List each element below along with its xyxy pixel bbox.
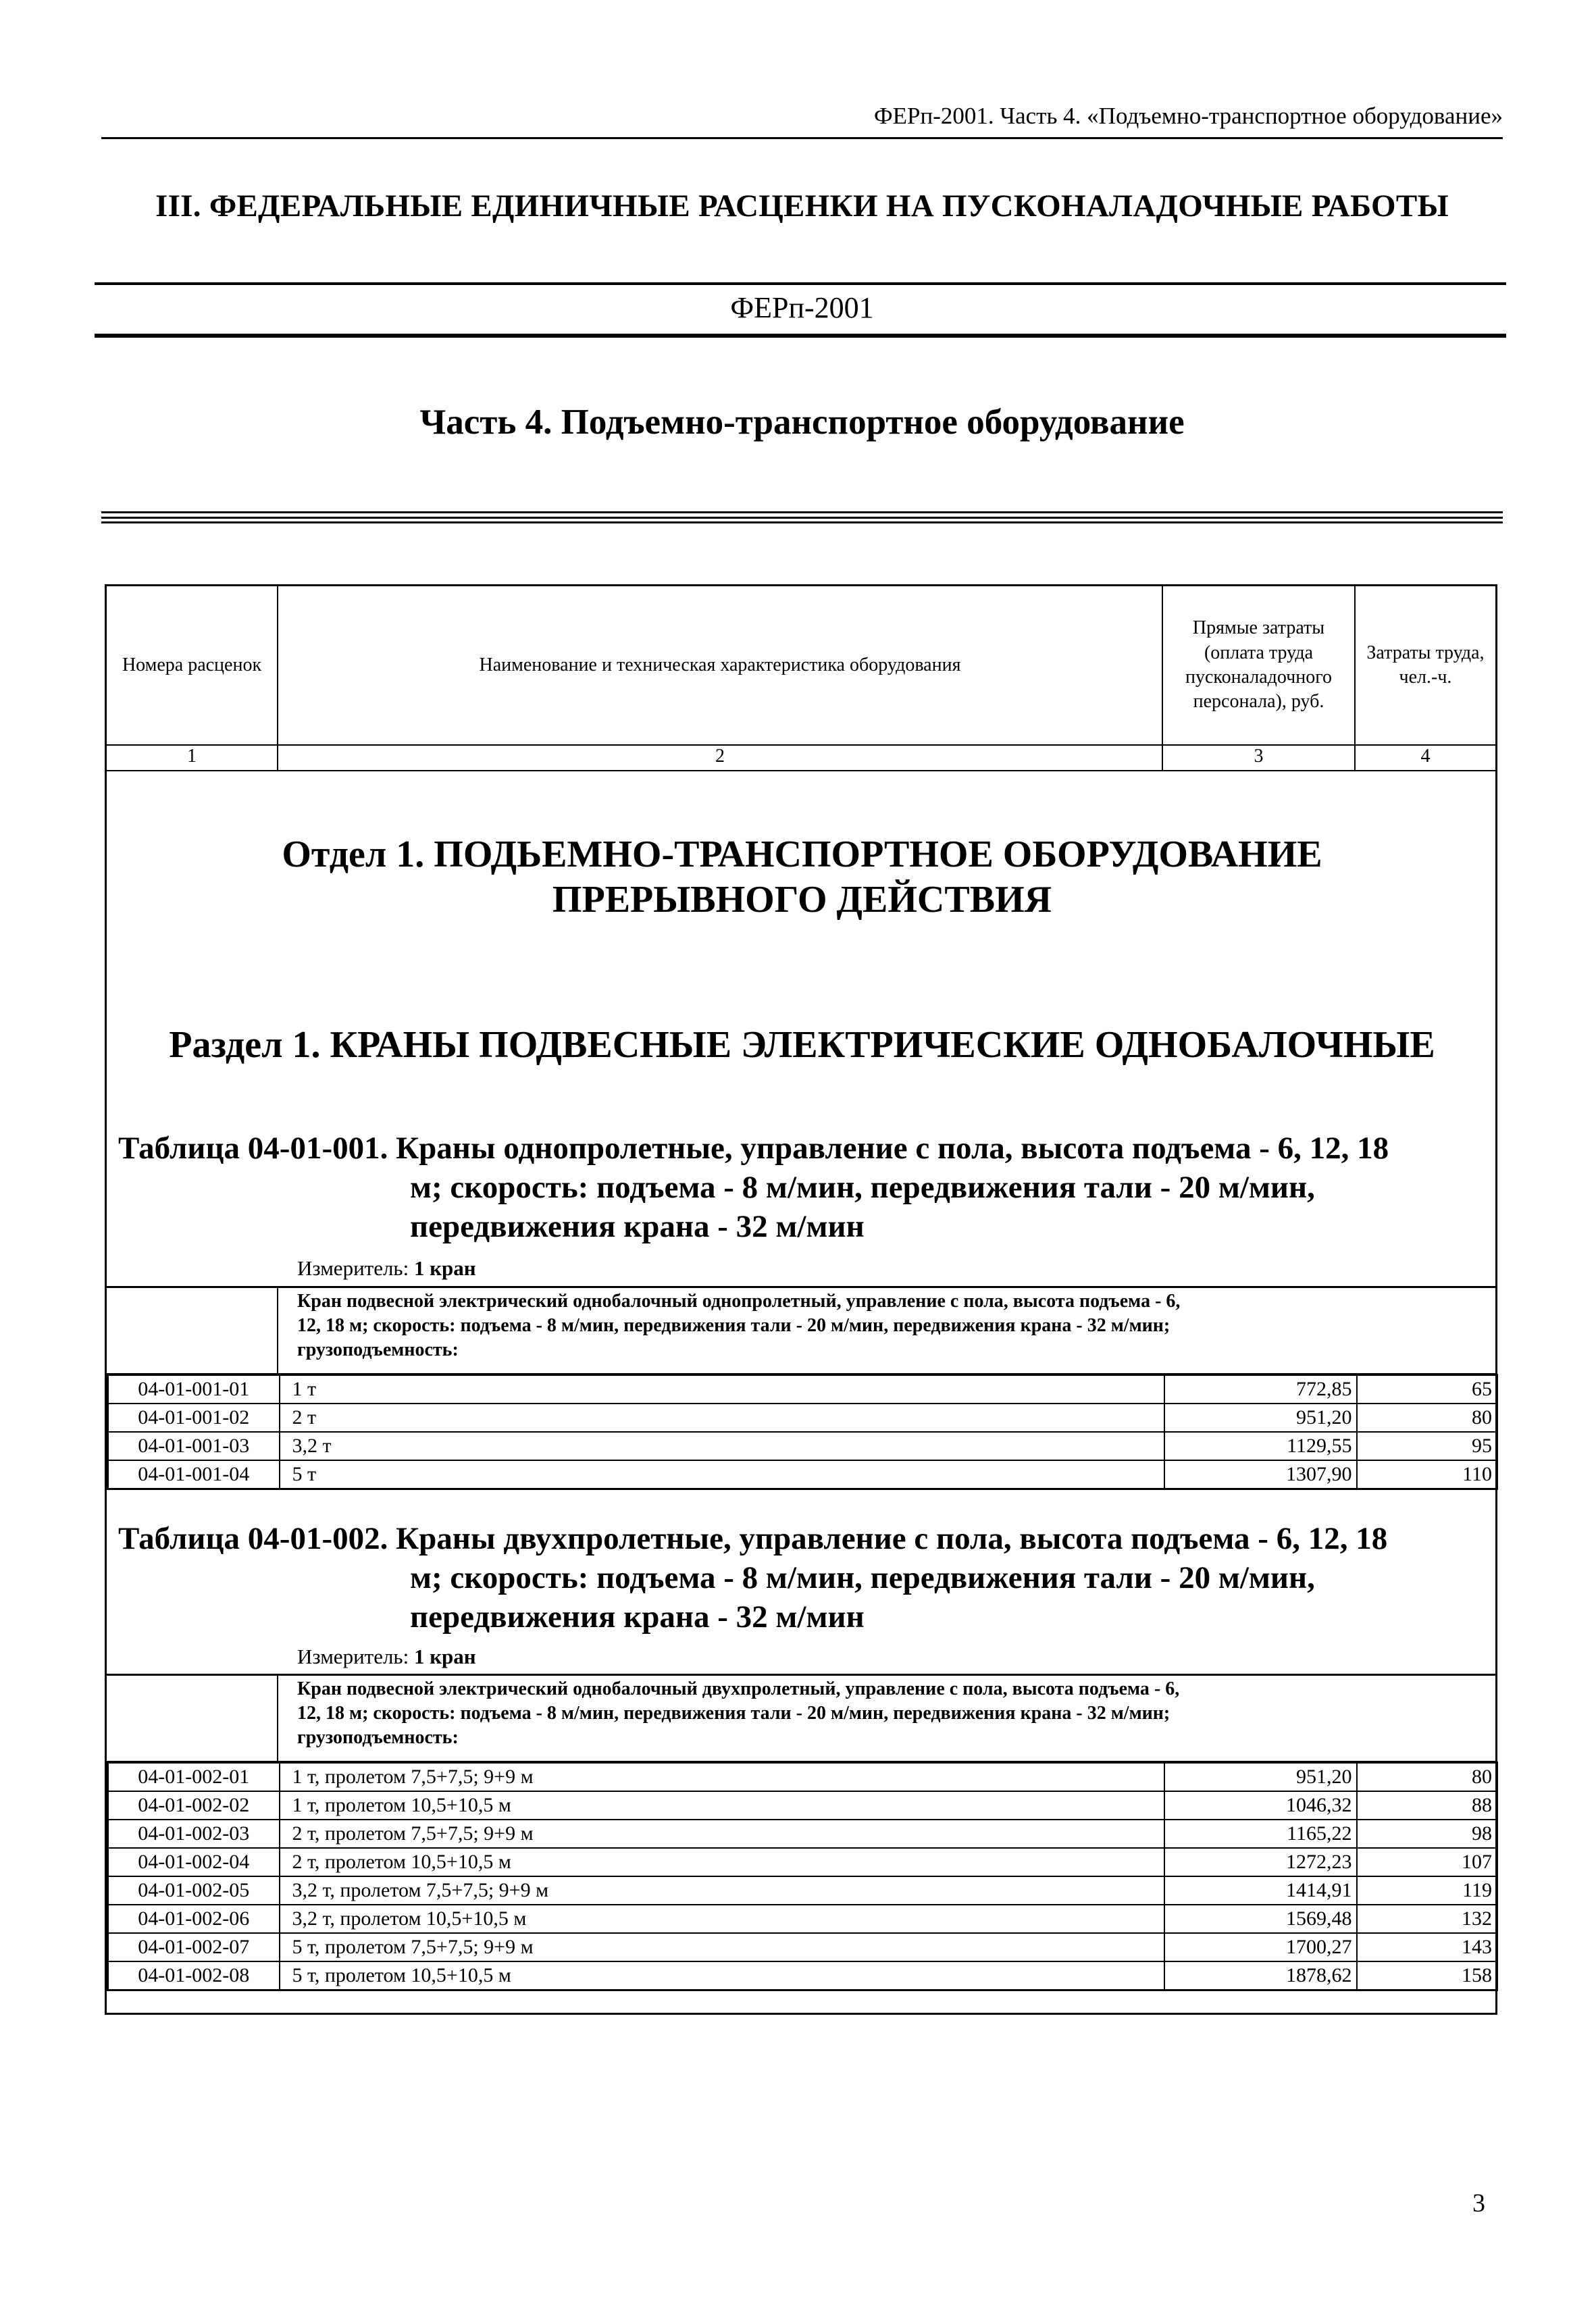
header-bottom-line: [105, 770, 1497, 771]
labor-cost: 98: [1357, 1820, 1497, 1848]
table-row: [108, 1933, 1497, 1961]
rate-code: 04-01-002-06: [108, 1905, 280, 1933]
header-num-1: 1: [187, 746, 197, 767]
labor-cost: 80: [1357, 1404, 1497, 1432]
part-title: Часть 4. Подъемно-транспортное оборудование: [419, 403, 1185, 442]
labor-cost: 132: [1357, 1905, 1497, 1933]
labor-cost: 110: [1357, 1460, 1497, 1489]
table1-title: [118, 1129, 1496, 1246]
direct-cost: 772,85: [1164, 1375, 1357, 1404]
table-row: [108, 1763, 1497, 1792]
rate-code: 04-01-002-08: [108, 1961, 280, 1990]
department-title-line-1: Отдел 1. ПОДЬЕМНО-ТРАНСПОРТНОЕ ОБОРУДОВАНИЕ: [282, 833, 1322, 875]
labor-cost: 95: [1357, 1432, 1497, 1460]
table1-title-line-3: передвижения крана - 32 м/мин: [410, 1208, 865, 1244]
rate-code: 04-01-001-01: [108, 1375, 280, 1404]
part-rule-2: [101, 517, 1503, 519]
rate-code: 04-01-002-02: [108, 1791, 280, 1820]
table2-description-divider: [277, 1674, 278, 1763]
table-row: [108, 1848, 1497, 1876]
rate-code: 04-01-002-04: [108, 1848, 280, 1876]
table2-unit-value: 1 кран: [413, 1645, 476, 1668]
labor-cost: 88: [1357, 1791, 1497, 1820]
rate-code: 04-01-002-03: [108, 1820, 280, 1848]
rate-code: 04-01-002-07: [108, 1933, 280, 1961]
header-num-4: 4: [1420, 746, 1431, 767]
rate-code: 04-01-002-05: [108, 1876, 280, 1905]
table1-unit-value: 1 кран: [413, 1256, 476, 1280]
equipment-name: 2 т, пролетом 7,5+7,5; 9+9 м: [280, 1820, 1164, 1848]
table2-title-line-3: передвижения крана - 32 м/мин: [410, 1599, 865, 1635]
part-rule-3: [101, 521, 1503, 523]
table1-desc-line-1: Кран подвесной электрический однобалочный однопролетный, управление с пола, высота подъема - 6,: [297, 1291, 1181, 1312]
equipment-name: 5 т, пролетом 7,5+7,5; 9+9 м: [280, 1933, 1164, 1961]
rate-code: 04-01-001-02: [108, 1404, 280, 1432]
table2-desc-line-3: грузоподъемность:: [297, 1726, 459, 1748]
table2-desc-line-2: 12, 18 м; скорость: подъема - 8 м/мин, передвижения тали - 20 м/мин, передвижения крана - 32 м/мин;: [297, 1702, 1170, 1724]
department-title: [101, 832, 1503, 923]
equipment-name: 2 т, пролетом 10,5+10,5 м: [280, 1848, 1164, 1876]
direct-cost: 1165,22: [1164, 1820, 1357, 1848]
equipment-name: 1 т: [280, 1375, 1164, 1404]
table1-title-line-1: Таблица 04-01-001. Краны однопролетные, управление с пола, высота подъема - 6, 12, 18: [118, 1131, 1389, 1166]
equipment-name: 3,2 т: [280, 1432, 1164, 1460]
header-col-rate-number: Номера расценок: [122, 654, 262, 675]
table1-description-divider: [277, 1286, 278, 1375]
table2-desc-line-1: Кран подвесной электрический однобалочный двухпролетный, управление с пола, высота подъема - 6,: [297, 1678, 1180, 1699]
table2-title-line-1: Таблица 04-01-002. Краны двухпролетные, управление с пола, высота подъема - 6, 12, 18: [118, 1521, 1388, 1556]
section-title: Раздел 1. КРАНЫ ПОДВЕСНЫЕ ЭЛЕКТРИЧЕСКИЕ ОДНОБАЛОЧНЫЕ: [169, 1024, 1435, 1066]
direct-cost: 1878,62: [1164, 1961, 1357, 1990]
table2-rates: [107, 1762, 1498, 1991]
running-header: ФЕРп-2001. Часть 4. «Подъемно-транспортное оборудование»: [873, 103, 1503, 129]
labor-cost: 65: [1357, 1375, 1497, 1404]
header-col-labor: Затраты труда, чел.-ч.: [1366, 642, 1485, 688]
table-row: [108, 1791, 1497, 1820]
table2-unit-label: Измеритель:: [297, 1645, 409, 1668]
main-title: III. ФЕДЕРАЛЬНЫЕ ЕДИНИЧНЫЕ РАСЦЕНКИ НА ПУСКОНАЛАДОЧНЫЕ РАБОТЫ: [155, 188, 1449, 224]
direct-cost: 951,20: [1164, 1404, 1357, 1432]
labor-cost: 143: [1357, 1933, 1497, 1961]
department-title-line-2: ПРЕРЫВНОГО ДЕЙСТВИЯ: [552, 879, 1052, 921]
table2-title-line-2: м; скорость: подъема - 8 м/мин, передвижения тали - 20 м/мин,: [410, 1560, 1315, 1595]
rate-code: 04-01-001-03: [108, 1432, 280, 1460]
code-rule-top: [95, 282, 1506, 285]
page-number: 3: [1472, 2189, 1485, 2217]
table1-desc-line-2: 12, 18 м; скорость: подъема - 8 м/мин, передвижения тали - 20 м/мин, передвижения крана - 32 м/мин;: [297, 1314, 1170, 1336]
code-rule-bottom: [95, 334, 1506, 338]
labor-cost: 107: [1357, 1848, 1497, 1876]
header-num-2: 2: [715, 746, 725, 767]
table-row: [108, 1404, 1497, 1432]
direct-cost: 1272,23: [1164, 1848, 1357, 1876]
header-col-direct-costs: Прямые затраты (оплата труда пусконаладочного персонала), руб.: [1185, 617, 1333, 713]
equipment-name: 2 т: [280, 1404, 1164, 1432]
rate-code: 04-01-002-01: [108, 1763, 280, 1792]
labor-cost: 158: [1357, 1961, 1497, 1990]
labor-cost: 80: [1357, 1763, 1497, 1792]
direct-cost: 951,20: [1164, 1763, 1357, 1792]
equipment-name: 1 т, пролетом 7,5+7,5; 9+9 м: [280, 1763, 1164, 1792]
equipment-name: 3,2 т, пролетом 7,5+7,5; 9+9 м: [280, 1876, 1164, 1905]
equipment-name: 5 т, пролетом 10,5+10,5 м: [280, 1961, 1164, 1990]
table1-description: [297, 1289, 1493, 1362]
table2-title: [118, 1520, 1496, 1637]
table-row: [108, 1876, 1497, 1905]
header-col-equipment-name: Наименование и техническая характеристика оборудования: [479, 654, 961, 675]
table1-unit: [297, 1256, 476, 1281]
direct-cost: 1129,55: [1164, 1432, 1357, 1460]
direct-cost: 1414,91: [1164, 1876, 1357, 1905]
table2-description: [297, 1677, 1493, 1749]
table-row: [108, 1820, 1497, 1848]
table-row: [108, 1432, 1497, 1460]
table-row: [108, 1375, 1497, 1404]
equipment-name: 3,2 т, пролетом 10,5+10,5 м: [280, 1905, 1164, 1933]
header-rule: [101, 137, 1503, 139]
direct-cost: 1046,32: [1164, 1791, 1357, 1820]
direct-cost: 1307,90: [1164, 1460, 1357, 1489]
header-num-3: 3: [1254, 746, 1264, 767]
equipment-name: 1 т, пролетом 10,5+10,5 м: [280, 1791, 1164, 1820]
part-rule-1: [101, 511, 1503, 513]
table-row: [108, 1961, 1497, 1990]
table1-unit-label: Измеритель:: [297, 1256, 409, 1280]
equipment-name: 5 т: [280, 1460, 1164, 1489]
table2-unit: [297, 1645, 476, 1669]
table-row: [108, 1460, 1497, 1489]
code-title: ФЕРп-2001: [730, 291, 874, 324]
table1-desc-line-3: грузоподъемность:: [297, 1339, 459, 1360]
rate-code: 04-01-001-04: [108, 1460, 280, 1489]
table1-title-line-2: м; скорость: подъема - 8 м/мин, передвижения тали - 20 м/мин,: [410, 1169, 1315, 1205]
direct-cost: 1569,48: [1164, 1905, 1357, 1933]
table1-rates: [107, 1374, 1498, 1490]
labor-cost: 119: [1357, 1876, 1497, 1905]
direct-cost: 1700,27: [1164, 1933, 1357, 1961]
table-row: [108, 1905, 1497, 1933]
